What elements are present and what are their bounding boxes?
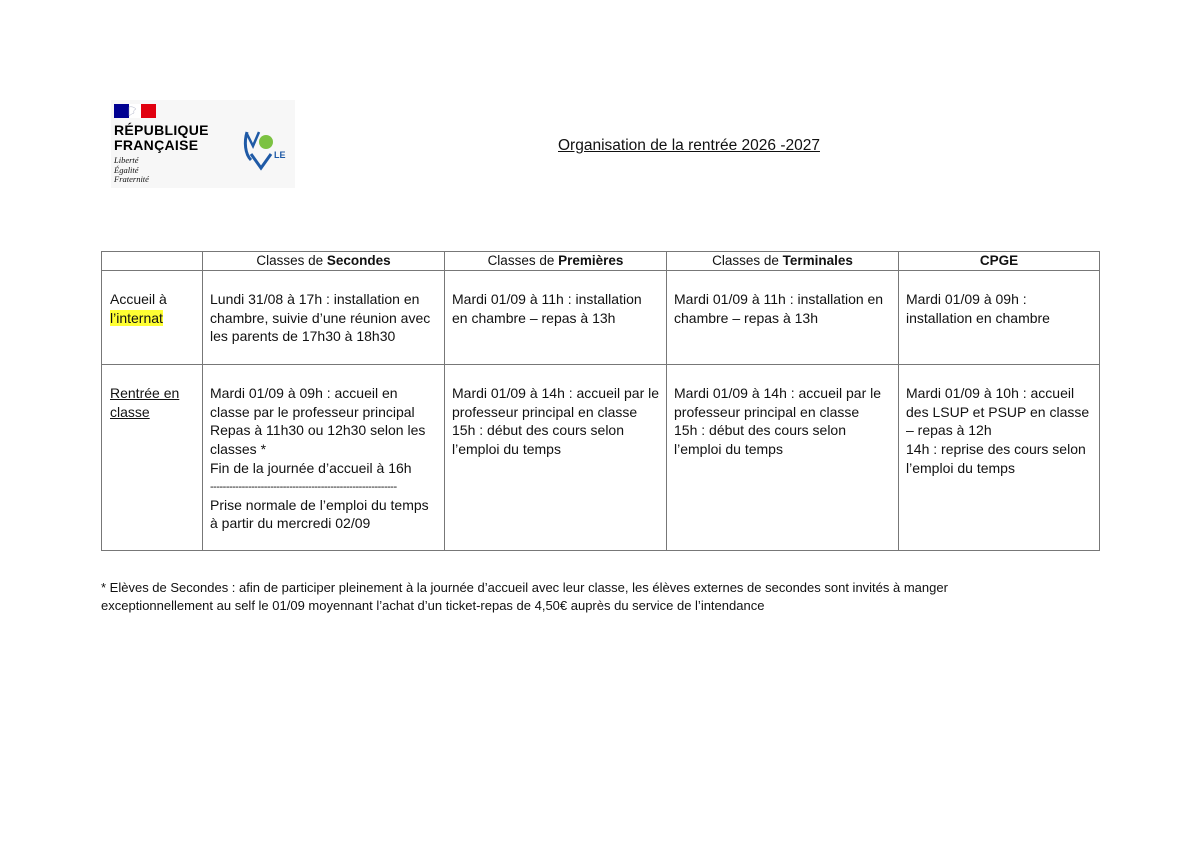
school-logo-icon bbox=[241, 120, 293, 172]
cell-internat-terminales: Mardi 01/09 à 11h : installation en chambre – repas à 13h bbox=[667, 271, 899, 365]
row-label-internat: Accueil à l’internat bbox=[102, 271, 203, 365]
cell-internat-premieres: Mardi 01/09 à 11h : installation en chambre – repas à 13h bbox=[445, 271, 667, 365]
cell-rentree-premieres: Mardi 01/09 à 14h : accueil par le professeur principal en classe 15h : début des cours selon l’emploi du temps bbox=[445, 365, 667, 551]
cell-rentree-cpge: Mardi 01/09 à 10h : accueil des LSUP et PSUP en classe – repas à 12h 14h : reprise des cours selon l’emploi du temps bbox=[899, 365, 1100, 551]
footnote bbox=[101, 579, 1101, 614]
table-row-internat bbox=[102, 271, 1100, 365]
highlighted-internat-label: l’internat bbox=[110, 309, 163, 326]
motto-fraternite: Fraternité bbox=[114, 174, 149, 184]
row-label-rentree: Rentrée en classe bbox=[102, 365, 203, 551]
republic-motto bbox=[114, 156, 194, 185]
cell-internat-cpge: Mardi 01/09 à 09h : installation en chambre bbox=[899, 271, 1100, 365]
dashed-separator: ----------------------------------------------------------- bbox=[210, 480, 397, 493]
page-title: Organisation de la rentrée 2026 -2027 bbox=[558, 137, 820, 154]
header-cell-secondes: Classes de Secondes bbox=[203, 252, 445, 271]
republic-name-line1: RÉPUBLIQUE bbox=[114, 122, 209, 138]
motto-egalite: Égalité bbox=[114, 164, 139, 175]
table-row-rentree bbox=[102, 365, 1100, 551]
header-cell-premieres: Classes de Premières bbox=[445, 252, 667, 271]
header-cell-empty bbox=[102, 252, 203, 271]
cell-rentree-secondes: Mardi 01/09 à 09h : accueil en classe par le professeur principal Repas à 11h30 ou 12h30 selon les classes * Fin de la journée d’accueil à 16h ----------------------------------------------------------- Prise normale de l’emploi du temps à partir du mercredi 02/09 bbox=[203, 365, 445, 551]
republique-francaise-name bbox=[114, 123, 224, 153]
footnote-line2: exceptionnellement au self le 01/09 moyennant l’achat d’un ticket-repas de 4,50€ auprès du service de l’intendance bbox=[101, 597, 765, 613]
marianne-flag-icon bbox=[114, 104, 156, 118]
logo-block bbox=[111, 100, 295, 188]
republic-name-line2: FRANÇAISE bbox=[114, 137, 199, 153]
svg-text:LE: LE bbox=[274, 150, 286, 160]
footnote-line1: * Elèves de Secondes : afin de participer pleinement à la journée d’accueil avec leur classe, les élèves externes de secondes sont invités à manger bbox=[101, 580, 948, 595]
motto-liberte: Liberté bbox=[114, 155, 139, 165]
table-header-row bbox=[102, 252, 1100, 271]
cell-rentree-terminales: Mardi 01/09 à 14h : accueil par le professeur principal en classe 15h : début des cours selon l’emploi du temps bbox=[667, 365, 899, 551]
header-cell-terminales: Classes de Terminales bbox=[667, 252, 899, 271]
schedule-table bbox=[101, 251, 1100, 551]
cell-internat-secondes: Lundi 31/08 à 17h : installation en chambre, suivie d’une réunion avec les parents de 17h30 à 18h30 bbox=[203, 271, 445, 365]
header-cell-cpge: CPGE bbox=[899, 252, 1100, 271]
